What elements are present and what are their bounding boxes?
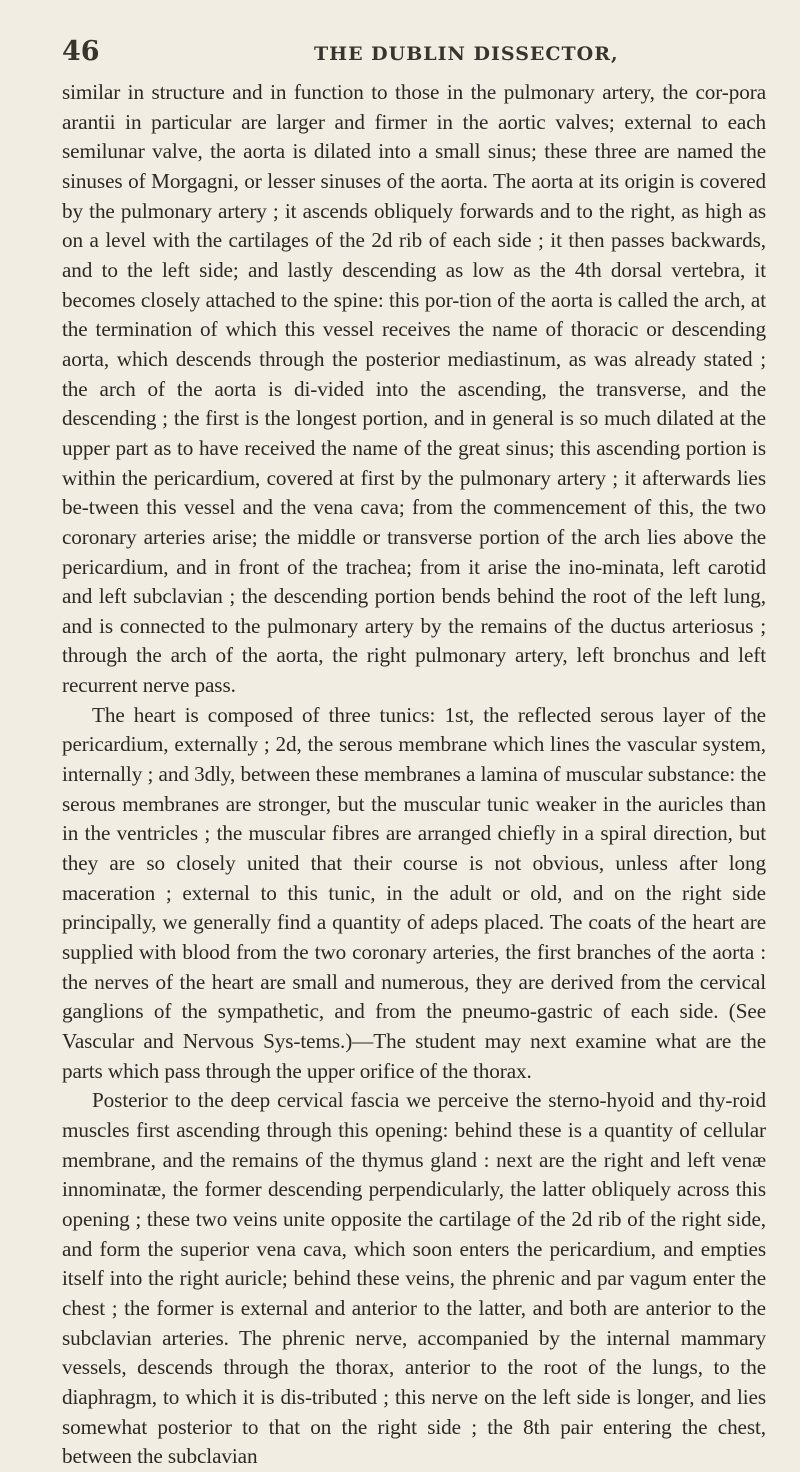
page-header: [62, 36, 766, 76]
paragraph-thorax-orifice: Posterior to the deep cervical fascia we perceive the sterno-hyoid and thy-roid muscles first ascending through this opening: behind these is a quantity of cellular membrane, and the remains of the thymus gland : next are the right and left venæ innominatæ, the former descending perpendicularly, the latter obliquely across this opening ; these two veins unite opposite the cartilage of the 2d rib of the right side, and form the superior vena cava, which soon enters the pericardium, and empties itself into the right auricle; behind these veins, the phrenic and par vagum enter the chest ; the former is external and anterior to the latter, and both are anterior to the subclavian arteries. The phrenic nerve, accompanied by the internal mammary vessels, descends through the thorax, anterior to the root of the lungs, to the diaphragm, to which it is dis-tributed ; this nerve on the left side is longer, and lies somewhat posterior to that on the right side ; the 8th pair entering the chest, between the subclavian: [62, 1088, 766, 1469]
paragraph-aorta: similar in structure and in function to those in the pulmonary artery, the cor-pora arantii in particular are larger and firmer in the aortic valves; external to each semilunar valve, the aorta is dilated into a small sinus; these three are named the sinuses of Morgagni, or lesser sinuses of the aorta. The aorta at its origin is covered by the pulmonary artery ; it ascends obliquely forwards and to the right, as high as on a level with the cartilages of the 2d rib of each side ; it then passes backwards, and to the left side; and lastly descending as low as the 4th dorsal vertebra, it becomes closely attached to the spine: this por-tion of the aorta is called the arch, at the termination of which this vessel receives the name of thoracic or descending aorta, which descends through the posterior mediastinum, as was already stated ; the arch of the aorta is di-vided into the ascending, the transverse, and the descending ; the first is the longest portion, and in general is so much dilated at the upper part as to have received the name of the great sinus; this ascending portion is within the pericardium, covered at first by the pulmonary artery ; it afterwards lies be-tween this vessel and the vena cava; from the commencement of this, the two coronary arteries arise; the middle or transverse portion of the arch lies above the pericardium, and in front of the trachea; from it arise the ino-minata, left carotid and left subclavian ; the descending portion bends behind the root of the left lung, and is connected to the pulmonary artery by the remains of the ductus arteriosus ; through the arch of the aorta, the right pulmonary artery, left bronchus and left recurrent nerve pass.: [62, 80, 766, 698]
page-number: 46: [62, 36, 100, 67]
body-text: [62, 78, 766, 1472]
running-head: THE DUBLIN DISSECTOR,: [314, 43, 619, 65]
paragraph-heart-tunics: The heart is composed of three tunics: 1st, the reflected serous layer of the pericardium, externally ; 2d, the serous membrane which lines the vascular system, internally ; and 3dly, between these membranes a lamina of muscular substance: the serous membranes are stronger, but the muscular tunic weaker in the auricles than in the ventricles ; the muscular fibres are arranged chiefly in a spiral direction, but they are so closely united that their course is not obvious, unless after long maceration ; external to this tunic, in the adult or old, and on the right side principally, we generally find a quantity of adeps placed. The coats of the heart are supplied with blood from the two coronary arteries, the first branches of the aorta : the nerves of the heart are small and numerous, they are derived from the cervical ganglions of the sympathetic, and from the pneumo-gastric of each side. (See Vascular and Nervous Sys-tems.)—The student may next examine what are the parts which pass through the upper orifice of the thorax.: [62, 702, 766, 1083]
